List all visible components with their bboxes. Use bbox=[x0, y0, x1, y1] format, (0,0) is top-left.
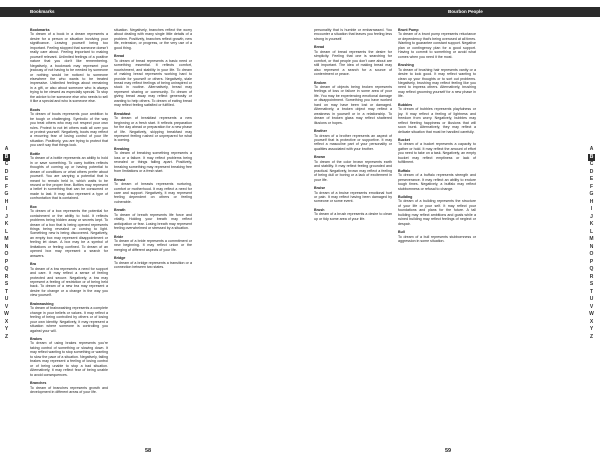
left-tab-f: F bbox=[4, 183, 9, 190]
dictionary-entry bbox=[398, 138, 476, 165]
left-tab-i: I bbox=[5, 206, 8, 212]
entry-title: Bread bbox=[314, 45, 325, 50]
left-tab-b: B bbox=[4, 153, 9, 160]
entry-body: To dream of a brush represents a desire to clean up or tidy some area of your life. bbox=[314, 212, 392, 221]
entry-title: Breaking bbox=[114, 146, 130, 151]
dictionary-entry bbox=[114, 178, 192, 205]
entry-body: To dream of a book in a dream represents a desire for a person or situation involving your significance. Leaving yourself being too important. Feeling stopped that someone doesn't really care about. Feeling important to making yourself relevant. Unlimited feelings of a positive nature that you don't like remembering. Negatively, a bookmark may represent your jealousy of not having to be needed by someone or nothing would be noticed to someone elsewhere the who wants to be treated impressive. Unlimited feelings about remaining in a gift, or also about someone who is always trying to be viewed as especially special. To stop the advice to be someone else who needs to sell it like a special and who is someone else. bbox=[30, 32, 108, 104]
left-tab-a: A bbox=[4, 146, 9, 152]
right-tab-a: A bbox=[589, 146, 594, 152]
dictionary-entry bbox=[114, 256, 192, 269]
entry-body: To dream of a bull represents stubbornness or aggression in some situation. bbox=[398, 234, 476, 244]
left-tab-o: O bbox=[4, 251, 9, 257]
right-tab-b: B bbox=[589, 153, 594, 160]
left-tab-t: T bbox=[4, 288, 9, 295]
entry-body: To dream of branches represents growth and development in different areas of your life. bbox=[30, 385, 108, 394]
dictionary-entry bbox=[114, 147, 192, 174]
right-page-number: 59 bbox=[445, 448, 452, 454]
left-tab-u: U bbox=[4, 296, 9, 302]
right-tab-k: K bbox=[589, 221, 594, 227]
entry-body: To dream of breath represents life force and vitality. Holding your breath may reflect anticipation or fear. Losing breath may represent feeling overwhelmed or stressed by a situation. bbox=[114, 212, 192, 231]
entry-body: To dream of brainwashing represents a complete change in your beliefs or values. It may reflect a feeling of being controlled by others or of losing your own identity. Negatively, it may represent a situation where someone is controlling you against your will. bbox=[30, 306, 108, 333]
entry-body: To dream of brushing hair represents vanity or a desire to look good. It may reflect wanting to clean up your thoughts or to sort out problems. Negatively, brushing may reflect feeling like you need to impress others. Alternatively, brushing may reflect grooming yourself for a new phase in life. bbox=[398, 67, 476, 99]
entry-body: To dream of bread represents the desire for simplicity. Feeling that one is searching for comfort, or that people you don't care about are still important. The idea of making bread may also represent a search for a source of contentment or peace. bbox=[314, 49, 392, 77]
entry-body: To dream of a bride represents a commitment or new beginning. It may reflect union or the merging of different aspects of your life. bbox=[114, 239, 192, 252]
entry-body: To dream of the color brown represents earth and stability. It may reflect feeling grounded and practical. Negatively, brown may reflect a feeling of being dull or boring or a lack of excitement in your life. bbox=[314, 159, 392, 182]
entry-title: Bra bbox=[30, 262, 36, 267]
dictionary-entry bbox=[314, 28, 392, 41]
left-tab-y: Y bbox=[4, 326, 9, 332]
left-tab-q: Q bbox=[4, 266, 9, 272]
left-tab-h: H bbox=[4, 198, 9, 205]
left-tab-n: N bbox=[4, 243, 9, 250]
left-tab-p: P bbox=[4, 258, 9, 265]
left-page-header: Bookmarks bbox=[0, 7, 300, 17]
entry-body: To dream of boots represents your ambition to be tough or challenging. Symbolic of the way you treat others who may not respect your own rules. Protect to not let others walk all over you or protect yourself. Negatively, boots may reflect a recurring fear of losing control of your life situation. Positively, you are trying to protect that you can't say that things look. bbox=[30, 112, 108, 148]
entry-body: To dream of a bucket represents a capacity to gather or hold. It may reflect the amount of effort you need to take on a task. Negatively, an empty bucket may reflect emptiness or lack of fulfillment. bbox=[398, 142, 476, 165]
entry-body: To dream of a bra represents a need for support and care. It may reflect a sense of feeling protected and secure. Negatively, a bra may represent a feeling of restriction or of being held back. To dream of a new bra may represent a desire for change or a change in the way you view yourself. bbox=[30, 266, 108, 298]
entry-title: Boots bbox=[30, 107, 41, 112]
dictionary-entry bbox=[30, 302, 108, 333]
right-tab-x: X bbox=[589, 318, 594, 325]
entry-title: Bridge bbox=[114, 256, 126, 261]
entry-title: Bull bbox=[398, 230, 405, 235]
entry-body: To dream of using brakes represents you're taking control of something or slowing down. It may reflect wanting to stop something or wanting to slow the pace of a situation. Negatively, failing brakes may represent a feeling of losing control or of being unable to stop a bad situation. Alternatively, it may reflect fear of being unable to avoid consequences. bbox=[30, 341, 108, 377]
right-tab-m: M bbox=[589, 236, 594, 242]
left-tab-l: L bbox=[4, 228, 9, 235]
entry-title: Brush bbox=[314, 207, 325, 212]
entry-title: Building bbox=[398, 194, 413, 199]
right-tab-t: T bbox=[589, 288, 594, 295]
left-tab-v: V bbox=[4, 303, 9, 310]
entry-title: Brushing bbox=[398, 63, 414, 68]
entry-title: Branches bbox=[30, 381, 47, 386]
dictionary-entry bbox=[30, 152, 108, 201]
left-tab-d: D bbox=[4, 168, 9, 175]
left-page-number: 58 bbox=[145, 448, 152, 454]
entry-title: Bucket bbox=[398, 137, 410, 142]
right-tab-z: Z bbox=[589, 333, 594, 340]
dictionary-entry bbox=[314, 81, 392, 126]
left-column-1 bbox=[30, 28, 108, 444]
dictionary-entry bbox=[314, 186, 392, 204]
right-tab-g: G bbox=[589, 191, 594, 197]
dictionary-entry bbox=[314, 129, 392, 151]
left-tab-j: J bbox=[5, 213, 8, 220]
dictionary-entry bbox=[30, 28, 108, 104]
entry-title: Bottle bbox=[30, 151, 41, 156]
entry-title: Bubbles bbox=[398, 102, 413, 107]
entry-body: To dream of a buffalo represents strength and perseverance. It may reflect an ability to endure tough times. Negatively, a buffalo may reflect stubbornness or refusal to change. bbox=[398, 173, 476, 191]
dictionary-entry bbox=[398, 28, 476, 59]
entry-title: Breath bbox=[114, 208, 126, 213]
left-tab-r: R bbox=[4, 273, 9, 280]
entry-title: Broken bbox=[314, 80, 327, 85]
dictionary-entry bbox=[30, 262, 108, 298]
dictionary-entry bbox=[398, 230, 476, 243]
entry-title: Brunt Pump bbox=[398, 28, 419, 32]
entry-body: To dream of bread represents a basic need or something essential. It reflects comfort, nourishment, and stability in your life. To dream of making bread represents working hard to provide for yourself or others. Negatively, stale bread may reflect feelings of being uninspired or stuck in routine. Alternatively, bread may represent sharing or community. To dream of giving bread away may reflect generosity or wanting to help others. To dream of eating bread may reflect feeling satisfied or fulfilled. bbox=[114, 58, 192, 108]
right-tab-f: F bbox=[589, 183, 594, 190]
dictionary-entry bbox=[314, 208, 392, 221]
right-alphabet-tabs bbox=[588, 146, 595, 341]
entry-body: To dream of breasts represents nurturing, comfort or motherhood. It may reflect a need for care and support. Negatively, it may represent feeling dependent on others or feeling vulnerable. bbox=[114, 182, 192, 204]
entry-title: Box bbox=[30, 204, 37, 209]
right-tab-q: Q bbox=[589, 266, 594, 272]
right-page-header: Bourbon People bbox=[300, 7, 600, 17]
right-tab-u: U bbox=[589, 296, 594, 302]
right-tab-d: D bbox=[589, 168, 594, 175]
entry-body: To dream of a building represents the structure of your life or your self. It may reflect your foundations and plans for the future. A tall building may reflect ambitions and goals while a ruined building may reflect feelings of neglect or despair. bbox=[398, 199, 476, 226]
left-tab-s: S bbox=[4, 281, 9, 287]
entry-title: Brown bbox=[314, 155, 326, 160]
dictionary-entry bbox=[114, 28, 192, 50]
entry-body: To dream of a brother represents an aspect of yourself that is protective or supportive. It may reflect a masculine part of your personality or qualities associated with your brother. bbox=[314, 133, 392, 151]
dictionary-entry bbox=[30, 108, 108, 148]
right-tab-n: N bbox=[589, 243, 594, 250]
dictionary-entry bbox=[398, 195, 476, 226]
entry-body: To dream of a box represents the potential for containment or the ability to hold. It reflects problems being hidden away or secrets kept. To dream of a box that is being opened represents things being revealed or coming to light. Something new is being discovered. Negatively, an empty box may represent disappointment or feeling let down. A box may be a symbol of limitations or feeling confined. To dream of an opened box may represent a search for answers. bbox=[30, 209, 108, 258]
left-tab-e: E bbox=[4, 176, 9, 182]
dictionary-entry bbox=[114, 235, 192, 253]
entry-body: situation. Negatively, branches reflect the worry about dealing with many single little details of a problem. Positively, branches reflect growth, new life, extension, or progress, or the very use of a good thing. bbox=[114, 28, 192, 50]
dictionary-entry bbox=[398, 103, 476, 134]
entry-body: To dream of objects being broken represents feelings of loss or failure in some area of your life. You may be experiencing emotional damage or disappointment. Something you have worked hard on may have been lost or damaged. Alternatively, a broken object may reflect a weakness in yourself or in a relationship. To dream of broken glass may reflect shattered illusions or hopes. bbox=[314, 84, 392, 125]
dictionary-entry bbox=[30, 381, 108, 394]
right-tab-o: O bbox=[589, 251, 594, 257]
entry-body: To dream of breaking something represents a loss or a failure. It may reflect problems being revealed or things falling apart. Positively, breaking something may represent breaking free from limitations or a fresh start. bbox=[114, 151, 192, 174]
left-tab-w: W bbox=[4, 311, 9, 317]
entry-body: To dream of a brunt pump represents reluctance or dependency that's being overused at all times. Wanting to guarantee constant support. Negative plan or contingency plan for a good support. Having to commit to something or avoid what comes when you need it the most. bbox=[398, 32, 476, 59]
entry-body: To dream of breakfast represents a new beginning or a fresh start. It reflects preparation for the day ahead or preparation for a new phase of life. Negatively, skipping breakfast may represent feeling rushed or unprepared for what is coming. bbox=[114, 116, 192, 143]
entry-title: Breakfast bbox=[114, 111, 131, 116]
entry-title: Breast bbox=[114, 177, 126, 182]
right-tab-i: I bbox=[590, 206, 593, 212]
entry-title: Bread bbox=[114, 54, 125, 59]
right-tab-p: P bbox=[589, 258, 594, 265]
entry-title: Bride bbox=[114, 234, 124, 239]
entry-body: To dream of a bruise represents emotional hurt or pain. It may reflect having been damaged by someone or some event. bbox=[314, 190, 392, 204]
left-tab-z: Z bbox=[4, 333, 9, 340]
entry-title: Brakes bbox=[30, 337, 42, 341]
right-page bbox=[300, 0, 600, 466]
right-tab-c: C bbox=[589, 161, 594, 167]
left-tab-c: C bbox=[4, 161, 9, 167]
left-tab-g: G bbox=[4, 191, 9, 197]
entry-title: Bruise bbox=[314, 186, 326, 191]
right-tab-e: E bbox=[589, 176, 594, 182]
entry-body: To dream of bubbles represents playfulness or joy. It may reflect a feeling of lightness and freedom from worry. Negatively, bubbles may reflect fleeting happiness or illusions that will soon burst. Alternatively, they may reflect a delicate situation that must be handled carefully. bbox=[398, 107, 476, 134]
entry-title: Brother bbox=[314, 129, 327, 134]
dictionary-entry bbox=[114, 112, 192, 143]
right-tab-j: J bbox=[590, 213, 593, 220]
entry-title: Buffalo bbox=[398, 168, 411, 173]
right-column-2 bbox=[398, 28, 476, 444]
right-tab-v: V bbox=[589, 303, 594, 310]
entry-title: Bookmarks bbox=[30, 28, 50, 32]
dictionary-entry bbox=[398, 169, 476, 191]
right-tab-h: H bbox=[589, 198, 594, 205]
entry-body: personality that is humble or embarrassed. You encounter a situation that leaves you feeling less strong in yourself. bbox=[314, 28, 392, 41]
left-alphabet-tabs bbox=[3, 146, 10, 341]
right-tab-s: S bbox=[589, 281, 594, 287]
dictionary-entry bbox=[30, 337, 108, 377]
left-tab-k: K bbox=[4, 221, 9, 227]
right-tab-y: Y bbox=[589, 326, 594, 332]
right-tab-r: R bbox=[589, 273, 594, 280]
entry-body: To dream of a bottle represents an ability to hold in or save something. To carry bottles reflects thoughts of coming up or having potential to dream of conditions or what others prefer about yourself. You are carrying a potential that is meant to remain held in, which waits to be reused or the proper time. Bottles may represent a belief in something that can be consumed or made to last. It may also represent a type of confrontation that is contained. bbox=[30, 156, 108, 201]
left-tab-x: X bbox=[4, 318, 9, 325]
entry-body: To dream of a bridge represents a transition or a connection between two states. bbox=[114, 260, 192, 270]
right-tab-l: L bbox=[589, 228, 594, 235]
dictionary-entry bbox=[398, 63, 476, 99]
right-tab-w: W bbox=[589, 311, 594, 317]
entry-title: Brainwashing bbox=[30, 301, 54, 306]
dictionary-entry bbox=[114, 208, 192, 230]
left-column-2 bbox=[114, 28, 192, 444]
right-column-1 bbox=[314, 28, 392, 444]
left-tab-m: M bbox=[4, 236, 9, 242]
dictionary-entry bbox=[314, 45, 392, 76]
dictionary-entry bbox=[114, 54, 192, 107]
dictionary-entry bbox=[30, 205, 108, 258]
dictionary-entry bbox=[314, 155, 392, 182]
